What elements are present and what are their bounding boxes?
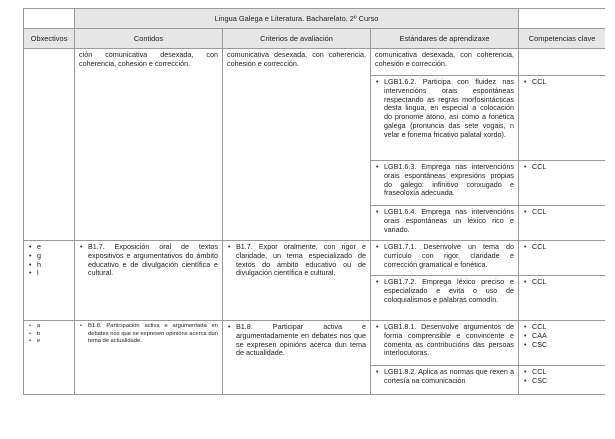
- empty-corner-cell: [24, 9, 75, 29]
- list-item: • LGB1.6.3. Emprega nas intervencións orais espontáneas expresións propias do galego: infinitivo conxugado e fraseoloxía adecuada.: [384, 163, 514, 198]
- table-row: [24, 49, 606, 76]
- criterios-cell: [223, 241, 371, 321]
- header-criterios: Criterios de avaliación: [223, 29, 371, 49]
- list-item: • LGB1.6.2. Participa con fluidez nas intervencións orais espontáneas respectando as regras morfosintácticas desta lingua, en especial a colocación do pronome átono, así como a fonética galega (pronuncia das sete vogais, n velar e fonema fricativo palatal xordo).: [384, 78, 514, 139]
- objective-item: • l: [37, 269, 70, 278]
- competency-item: • CCL: [532, 368, 601, 377]
- competency-item: • CCL: [532, 278, 601, 287]
- criterios-cell: comunicativa desexada, con coherencia, cohesión e corrección.: [223, 49, 371, 241]
- standard-cell: [371, 366, 519, 395]
- standard-cell: comunicativa desexada, con coherencia, cohesión e corrección.: [371, 49, 519, 76]
- competency-item: • CCL: [532, 243, 601, 252]
- objective-item: • g: [37, 252, 70, 261]
- header-competencias: Competencias clave: [519, 29, 605, 49]
- empty-corner-cell-right: [519, 9, 605, 29]
- competency-item: • CCL: [532, 163, 601, 172]
- competencias-cell: [519, 321, 605, 366]
- list-item: • B1.8. Participar activa e argumentadamente en debates nos que se expresen opinións acerca dun tema de actualidade.: [236, 323, 366, 358]
- objective-item: • a: [37, 323, 70, 331]
- list-item: • LGB1.7.2. Emprega léxico preciso e especializado e evita o uso de coloquialismos e palabras comodín.: [384, 278, 514, 304]
- standard-cell: [371, 76, 519, 161]
- competencias-cell: [519, 161, 605, 206]
- criterios-cell: [223, 321, 371, 395]
- standard-cell: [371, 206, 519, 241]
- header-contidos: Contidos: [75, 29, 223, 49]
- competency-item: • CAA: [532, 332, 601, 341]
- competencias-cell: [519, 366, 605, 395]
- list-item: • LGB1.6.4. Emprega nas intervencións orais espontáneas un léxico rico e variado.: [384, 208, 514, 234]
- competency-item: • CSC: [532, 341, 601, 350]
- list-item: • B1.7. Exposición oral de textos expositivos e argumentativos do ámbito educativo e de divulgación científica e cultural.: [88, 243, 218, 278]
- table-row: [24, 241, 606, 276]
- standard-cell: [371, 321, 519, 366]
- competencias-cell: [519, 76, 605, 161]
- list-item: • LGB1.8.1. Desenvolve argumentos de forma comprensible e convincente e comenta as contribucións das persoas interlocutoras.: [384, 323, 514, 358]
- header-estandares: Estándares de aprendizaxe: [371, 29, 519, 49]
- header-obxectivos: Obxectivos: [24, 29, 75, 49]
- competencias-cell: [519, 49, 605, 76]
- list-item: • B1.7. Expor oralmente, con rigor e claridade, un tema especializado de textos do ámbito educativo ou de divulgación científica e cultural.: [236, 243, 366, 278]
- header-row: [24, 29, 606, 49]
- competency-item: • CSC: [532, 377, 601, 386]
- list-item: • LGB1.8.2. Aplica as normas que rexen a cortesía na comunicación: [384, 368, 514, 386]
- competencias-cell: [519, 206, 605, 241]
- contidos-cell: [75, 241, 223, 321]
- contidos-cell: ción comunicativa desexada, con coherencia, cohesión e corrección.: [75, 49, 223, 241]
- competency-item: • CCL: [532, 323, 601, 332]
- standard-cell: [371, 241, 519, 276]
- title-row: [24, 9, 606, 29]
- competency-item: • CCL: [532, 78, 601, 87]
- contidos-cell: [75, 321, 223, 395]
- list-item: • B1.8. Participación activa e argumentada en debates nos que se expresen opinións acerca dun tema de actualidade.: [88, 323, 218, 346]
- objective-item: • e: [37, 338, 70, 346]
- competencias-cell: [519, 276, 605, 321]
- objective-item: • b: [37, 331, 70, 339]
- obxectivos-cell: [24, 49, 75, 241]
- objective-item: • e: [37, 243, 70, 252]
- competency-item: • CCL: [532, 208, 601, 217]
- list-item: • LGB1.7.1. Desenvolve un tema do currículo con rigor, claridade e corrección gramatical e fonética.: [384, 243, 514, 269]
- curriculum-table-wrapper: [23, 8, 605, 413]
- obxectivos-cell: [24, 321, 75, 395]
- table-row: [24, 321, 606, 366]
- competencias-cell: [519, 241, 605, 276]
- objective-item: • h: [37, 261, 70, 270]
- standard-cell: [371, 276, 519, 321]
- obxectivos-cell: [24, 241, 75, 321]
- standard-cell: [371, 161, 519, 206]
- curriculum-table: [23, 8, 605, 395]
- table-title: Lingua Galega e Literatura. Bacharelato. 2º Curso: [75, 9, 519, 29]
